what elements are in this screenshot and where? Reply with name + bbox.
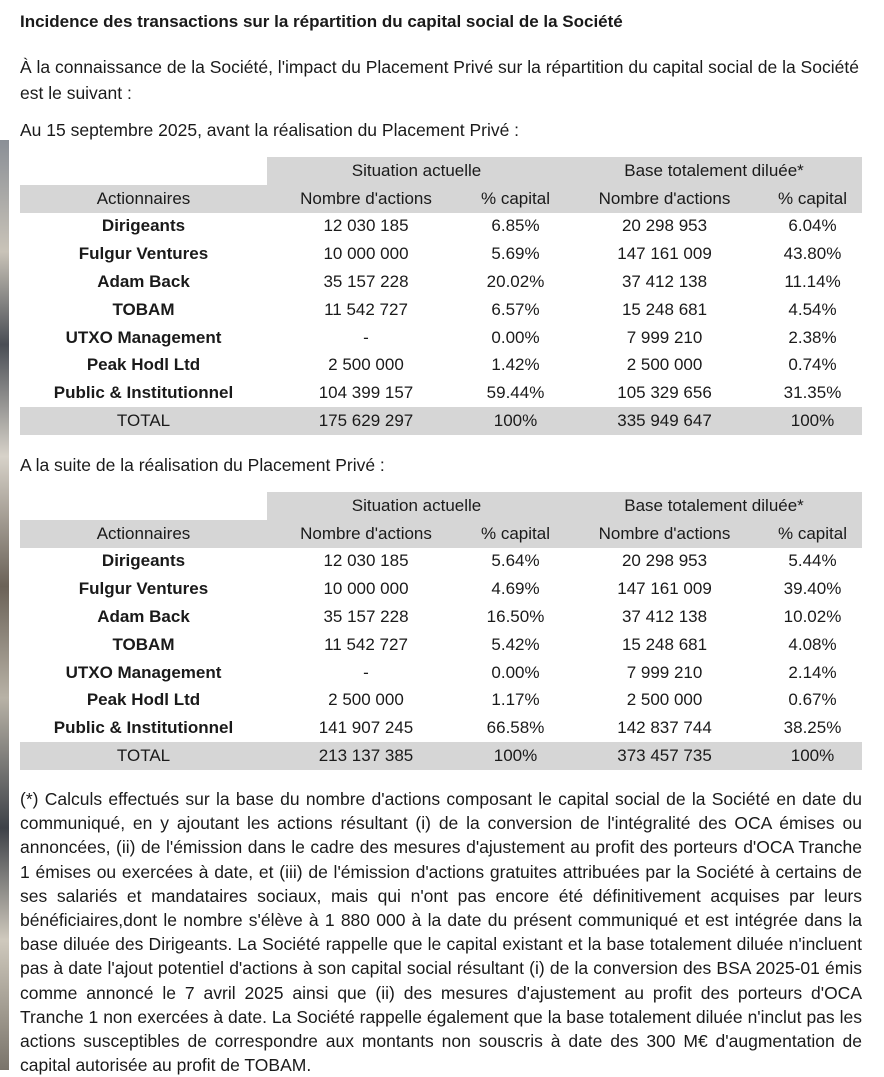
table-row: [20, 240, 862, 268]
table-cell: 2.38%: [788, 327, 837, 347]
table-cell: 147 161 009: [617, 579, 712, 599]
table-cell: 12 030 185: [323, 216, 409, 236]
table-cell: -: [363, 327, 369, 347]
table-cell: 104 399 157: [318, 383, 414, 403]
table-cell: 10.02%: [783, 607, 842, 627]
column-header: % capital: [465, 185, 566, 213]
table-row: [20, 687, 862, 715]
table-cell: 16.50%: [486, 607, 545, 627]
table-cell: 11.14%: [784, 272, 841, 292]
background-photo-strip: [0, 140, 9, 1070]
table-cell: 20 298 953: [621, 216, 708, 236]
table-row: [20, 575, 862, 603]
table-row: [20, 213, 862, 241]
total-row: [20, 742, 862, 770]
table-cell: 2 500 000: [626, 355, 703, 375]
total-cell: 100%: [763, 742, 862, 770]
table-cell: 66.58%: [486, 718, 545, 738]
table-cell: 0.67%: [788, 690, 837, 710]
table-caption-after: A la suite de la réalisation du Placement Privé :: [20, 454, 385, 475]
table-cell: 147 161 009: [617, 244, 712, 264]
table-cell: 38.25%: [783, 718, 842, 738]
total-cell: 100%: [465, 742, 566, 770]
shareholder-name: Peak Hodl Ltd: [86, 355, 201, 375]
table-row: [20, 631, 862, 659]
capital-table-after: [20, 492, 862, 770]
table-caption-before: Au 15 septembre 2025, avant la réalisation du Placement Privé :: [20, 120, 520, 140]
table-cell: 10 000 000: [323, 579, 409, 599]
table-cell: 1.17%: [491, 690, 540, 710]
total-cell: 335 949 647: [566, 407, 763, 435]
total-cell: TOTAL: [20, 407, 267, 435]
table-cell: 5.69%: [491, 244, 540, 264]
total-cell: 175 629 297: [267, 407, 465, 435]
column-header-row: [20, 520, 862, 548]
total-cell: 213 137 385: [267, 742, 465, 770]
table-cell: 6.04%: [788, 216, 837, 236]
article-content: [20, 0, 862, 1077]
shareholder-name: TOBAM: [112, 634, 175, 654]
table-cell: 2 500 000: [328, 690, 404, 710]
group-header: Base totalement diluée*: [566, 492, 862, 520]
table-cell: 0.74%: [788, 355, 837, 375]
table-cell: 0.00%: [491, 327, 540, 347]
table-row: [20, 268, 862, 296]
table-cell: 5.64%: [491, 551, 540, 571]
column-header: Nombre d'actions: [566, 185, 763, 213]
table-cell: 142 837 744: [617, 718, 712, 738]
total-cell: TOTAL: [20, 742, 267, 770]
table-cell: -: [363, 662, 369, 682]
shareholder-name: Fulgur Ventures: [78, 244, 209, 264]
table-cell: 5.42%: [491, 634, 540, 654]
table-cell: 6.85%: [491, 216, 540, 236]
group-header-row: [20, 492, 862, 520]
table-cell: 37 412 138: [621, 272, 708, 292]
capital-table-before: [20, 157, 862, 435]
shareholder-name: Fulgur Ventures: [78, 579, 209, 599]
table-cell: 4.54%: [788, 299, 837, 319]
column-header: % capital: [763, 520, 862, 548]
table-cell: 31.35%: [783, 383, 842, 403]
group-header-empty: [20, 157, 267, 185]
table-cell: 20.02%: [486, 272, 545, 292]
table-row: [20, 296, 862, 324]
table-cell: 20 298 953: [621, 551, 708, 571]
shareholder-name: Adam Back: [97, 272, 190, 292]
table-row: [20, 659, 862, 687]
table-cell: 39.40%: [783, 579, 842, 599]
table-cell: 5.44%: [788, 551, 837, 571]
shareholder-name: UTXO Management: [65, 327, 222, 347]
table-cell: 15 248 681: [621, 634, 708, 654]
table-cell: 1.42%: [491, 355, 540, 375]
shareholder-name: Peak Hodl Ltd: [86, 690, 201, 710]
table-cell: 4.69%: [491, 579, 540, 599]
group-header: Situation actuelle: [267, 492, 566, 520]
column-header-row: [20, 185, 862, 213]
group-header: Base totalement diluée*: [566, 157, 862, 185]
table-cell: 15 248 681: [621, 299, 708, 319]
shareholder-name: TOBAM: [112, 299, 175, 319]
table-cell: 0.00%: [491, 662, 540, 682]
table-cell: 2 500 000: [626, 690, 703, 710]
total-cell: 100%: [465, 407, 566, 435]
table-cell: 7 999 210: [626, 327, 703, 347]
shareholder-name: Dirigeants: [101, 551, 186, 571]
footnote: (*) Calculs effectués sur la base du nombre d'actions composant le capital social de la Société en date du communiqué, en y ajoutant les actions résultant (i) de la conversion de l'intégralité des OCA émises ou annoncées, (ii) de l'émission dans le cadre des mesures d'ajustement au profit des porteurs d'OCA Tranche 1 émises ou exercées à date, et (iii) de l'émission d'actions gratuites attribuées par la Société à certains de ses salariés et mandataires sociaux, mais qui n'ont pas encore été définitivement acquises par leurs bénéficiaires,dont le nombre s'élève à 1 880 000 à la date du présent communiqué et est intégrée dans la base diluée des Dirigeants. La Société rappelle que le capital existant et la base totalement diluée n'incluent pas à date l'ajout potentiel d'actions à son capital social résultant (i) de la conversion des BSA 2025-01 émis comme annoncé le 7 avril 2025 ainsi que (ii) des mesures d'ajustement au profit des porteurs d'OCA Tranche 1 non exercées à date. La Société rappelle également que la base totalement diluée n'inclut pas les actions susceptibles de correspondre aux montants non souscris à date des 300 M€ d'augmentation de capital autorisée au profit de TOBAM.: [20, 788, 862, 1076]
intro-paragraph: À la connaissance de la Société, l'impact du Placement Privé sur la répartition du capital social de la Société est le suivant :: [20, 57, 859, 103]
table-cell: 11 542 727: [324, 634, 408, 654]
table-row: [20, 603, 862, 631]
table-row: [20, 548, 862, 576]
table-cell: 37 412 138: [621, 607, 708, 627]
table-cell: 12 030 185: [323, 551, 409, 571]
table-row: [20, 379, 862, 407]
column-header: Actionnaires: [20, 185, 267, 213]
column-header: Nombre d'actions: [267, 520, 465, 548]
table-cell: 11 542 727: [324, 299, 408, 319]
table-row: [20, 324, 862, 352]
group-header-empty: [20, 492, 267, 520]
group-header: Situation actuelle: [267, 157, 566, 185]
table-row: [20, 352, 862, 380]
shareholder-name: Public & Institutionnel: [53, 718, 234, 738]
table-cell: 35 157 228: [323, 272, 409, 292]
column-header: % capital: [763, 185, 862, 213]
total-cell: 100%: [763, 407, 862, 435]
table-cell: 4.08%: [788, 634, 837, 654]
shareholder-name: Dirigeants: [101, 216, 186, 236]
column-header: Nombre d'actions: [267, 185, 465, 213]
table-cell: 2.14%: [788, 662, 837, 682]
table-cell: 105 329 656: [617, 383, 712, 403]
table-cell: 59.44%: [486, 383, 545, 403]
table-row: [20, 714, 862, 742]
total-cell: 373 457 735: [566, 742, 763, 770]
table-cell: 141 907 245: [318, 718, 414, 738]
table-cell: 7 999 210: [626, 662, 703, 682]
table-cell: 43.80%: [783, 244, 842, 264]
shareholder-name: Public & Institutionnel: [53, 383, 234, 403]
table-cell: 35 157 228: [323, 607, 409, 627]
group-header-row: [20, 157, 862, 185]
shareholder-name: Adam Back: [97, 607, 190, 627]
section-heading: Incidence des transactions sur la répartition du capital social de la Société: [20, 12, 623, 31]
column-header: % capital: [465, 520, 566, 548]
column-header: Nombre d'actions: [566, 520, 763, 548]
table-cell: 10 000 000: [323, 244, 409, 264]
total-row: [20, 407, 862, 435]
column-header: Actionnaires: [20, 520, 267, 548]
table-cell: 2 500 000: [328, 355, 404, 375]
table-cell: 6.57%: [491, 299, 540, 319]
shareholder-name: UTXO Management: [65, 662, 222, 682]
